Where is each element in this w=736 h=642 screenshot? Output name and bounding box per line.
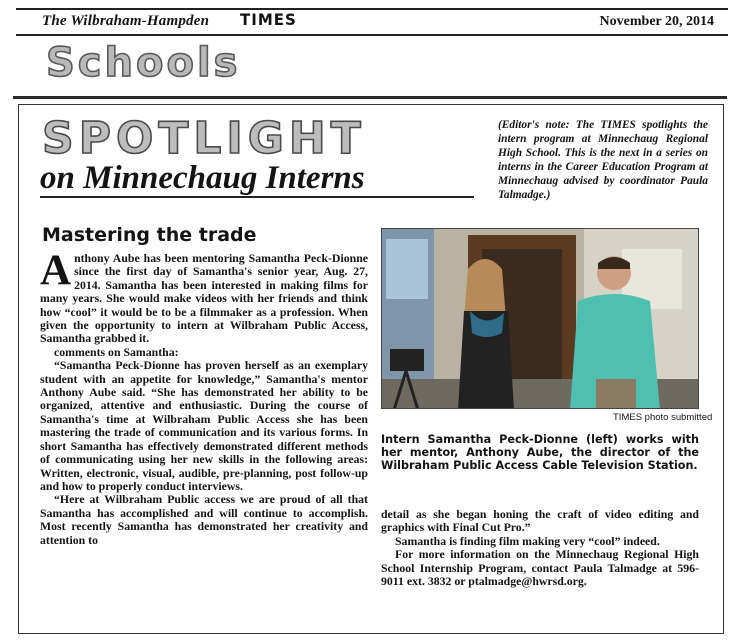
- feature-kicker: SPOTLIGHT: [42, 113, 366, 164]
- feature-title: on Minnechaug Interns: [40, 160, 365, 196]
- masthead: [16, 8, 728, 36]
- section-rule: [13, 96, 727, 99]
- article-paragraph: For more information on the Minnechaug Regional High School Internship Program, contact Paula Talmadge at 596-9011 ext. 3832 or ptalmadge@hwrsd.org.: [381, 547, 699, 589]
- article-photo: [381, 228, 699, 409]
- title-underline: [40, 196, 474, 198]
- section-title: Schools: [46, 40, 241, 86]
- article-paragraph: “Samantha Peck-Dionne has proven herself as an exemplary student with an appetite for knowledge,” Samantha's mentor Anthony Aube said. “She has demonstrated her ability to be organized, attentive and enthusiastic. During the course of Samantha's time at Wilbraham Public Access she has been mastering the trade of communication and its various forms. In short Samantha has effectively demonstrated different methods of communicating using her new skills in the following areas: Written, electronic, visual, audible, pre-planning, post follow-up and how to properly conduct interviews.: [40, 358, 368, 493]
- photo-caption: Intern Samantha Peck-Dionne (left) works with her mentor, Anthony Aube, the director of the Wilbraham Public Access Cable Television Station.: [381, 433, 699, 472]
- paper-name: The Wilbraham-Hampden: [42, 13, 210, 29]
- article-headline: Mastering the trade: [42, 224, 257, 246]
- issue-date: November 20, 2014: [599, 14, 714, 29]
- photo-credit: TIMES photo submitted: [613, 412, 713, 423]
- photo-illustration: [382, 229, 699, 409]
- article-paragraph: comments on Samantha:: [54, 344, 179, 359]
- article-column-left: [40, 247, 368, 547]
- paper-times-logo: TIMES: [240, 10, 297, 30]
- drop-cap: A: [40, 247, 72, 294]
- article-paragraph: detail as she began honing the craft of video editing and graphics with Final Cut Pro.”: [381, 507, 699, 535]
- article-paragraph: “Here at Wilbraham Public access we are proud of all that Samantha has accomplished and will continue to accomplish. Most recently Samantha has demonstrated her creativity and attention to: [40, 492, 368, 547]
- article-paragraph: Samantha is finding film making very “cool” indeed.: [395, 533, 660, 548]
- editors-note: (Editor's note: The TIMES spotlights the intern program at Minnechaug Regional High School. This is the next in a series on interns in the Career Education Program at Minnechaug advised by coordinator Paula Talmadge.): [498, 119, 708, 201]
- article-column-right: [381, 508, 699, 588]
- article-paragraph: Anthony Aube has been mentoring Samantha Peck-Dionne since the first day of Samantha's senior year, Aug. 27, 2014. Samantha has been interested in making films for many years. She would make videos with her friends and think how “cool” it would be to be a filmmaker as a profession. When given the opportunity to intern at Wilbraham Public Access, Samantha grabbed it.: [40, 247, 368, 346]
